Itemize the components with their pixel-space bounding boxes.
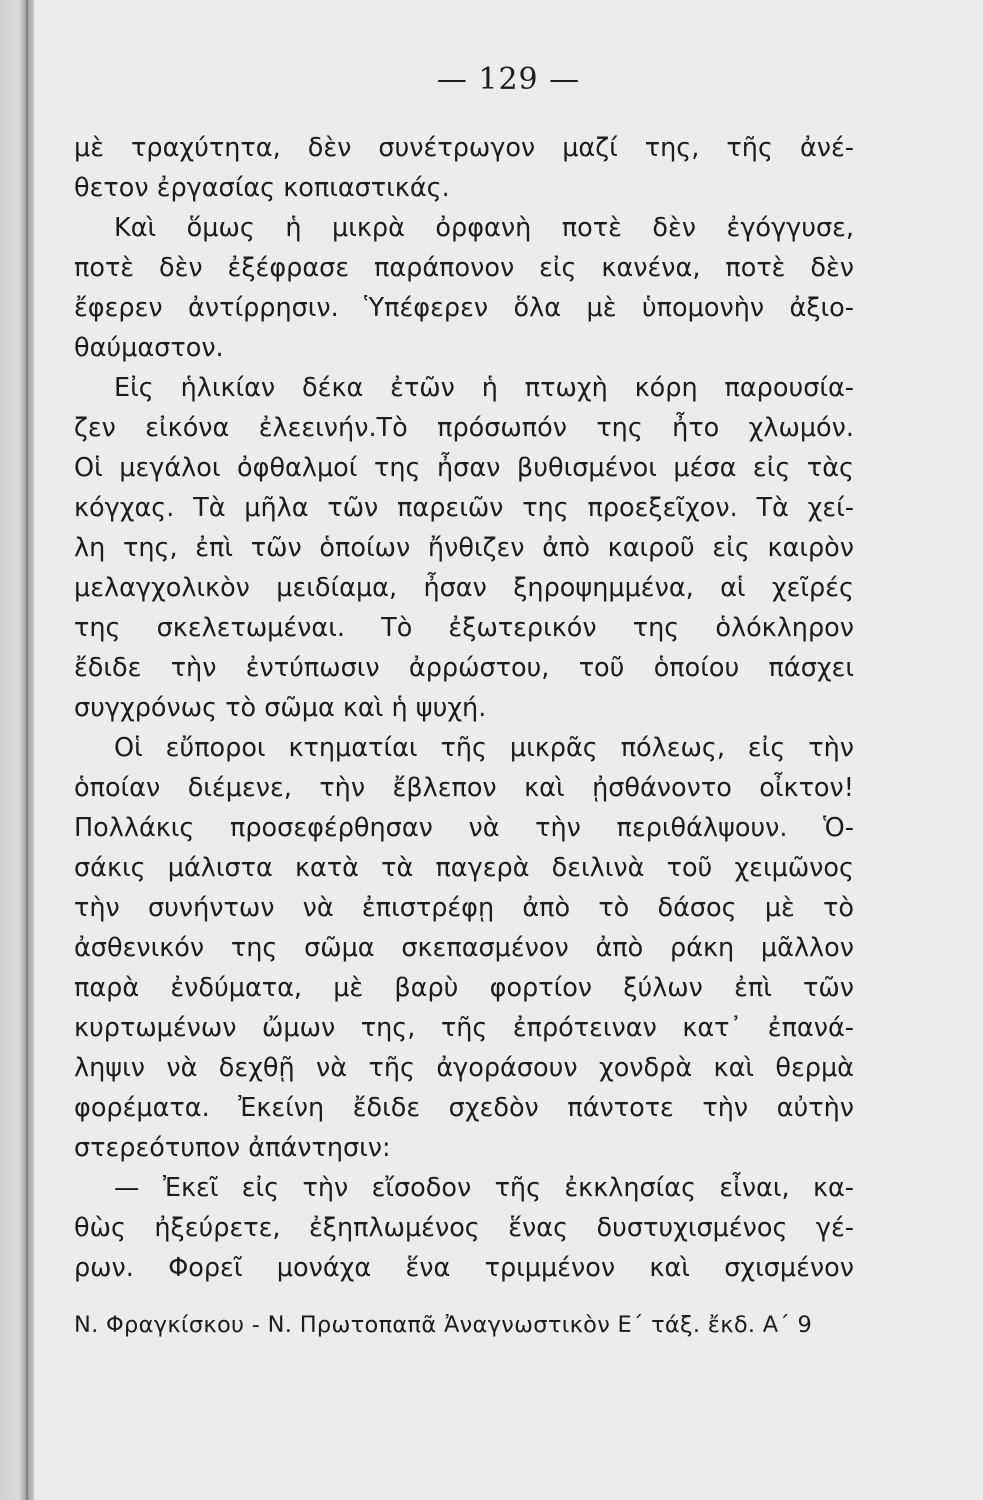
text-line: ἀσθενικόν της σῶμα σκεπασμένον ἀπὸ ράκη μᾶλλον	[74, 933, 854, 963]
text-line: στερεότυπον ἀπάντησιν:	[74, 1133, 391, 1163]
text-line: μελαγχολικὸν μειδίαμα, ἦσαν ξηροψημμένα, αἱ χεῖρές	[74, 573, 854, 603]
text-line: Εἰς ἡλικίαν δέκα ἐτῶν ἡ πτωχὴ κόρη παρουσία-	[114, 373, 854, 403]
text-line: Οἱ μεγάλοι ὀφθαλμοί της ἦσαν βυθισμένοι μέσα εἰς τὰς	[74, 453, 854, 483]
text-line: σάκις μάλιστα κατὰ τὰ παγερὰ δειλινὰ τοῦ χειμῶνος	[74, 853, 854, 883]
text-line: Πολλάκις προσεφέρθησαν νὰ τὴν περιθάλψουν. Ὁ-	[74, 813, 854, 843]
text-line: κόγχας. Τὰ μῆλα τῶν παρειῶν της προεξεῖχον. Τὰ χεί-	[74, 493, 854, 523]
text-line: θαύμαστον.	[74, 333, 224, 363]
text-line: συγχρόνως τὸ σῶμα καὶ ἡ ψυχή.	[74, 693, 487, 723]
text-line: ζεν εἰκόνα ἐλεεινήν.Τὸ πρόσωπόν της ἦτο χλωμόν.	[74, 413, 854, 443]
text-line: ρων. Φορεῖ μονάχα ἕνα τριμμένον καὶ σχισμένον	[74, 1253, 854, 1283]
text-line: ἔφερεν ἀντίρρησιν. Ὑπέφερεν ὅλα μὲ ὑπομονὴν ἀξιο-	[74, 293, 854, 323]
text-line: ἔδιδε τὴν ἐντύπωσιν ἀρρώστου, τοῦ ὁποίου πάσχει	[74, 653, 854, 683]
page-number: — 129 —	[436, 62, 581, 97]
page-body-text	[74, 128, 854, 1288]
text-line: κυρτωμένων ὤμων της, τῆς ἐπρότειναν κατ᾽ ἐπανά-	[74, 1013, 854, 1043]
text-line: θὼς ἠξεύρετε, ἐξηπλωμένος ἕνας δυστυχισμένος γέ-	[74, 1213, 854, 1243]
text-line: Οἱ εὔποροι κτηματίαι τῆς μικρᾶς πόλεως, εἰς τὴν	[114, 733, 854, 763]
text-line: παρὰ ἐνδύματα, μὲ βαρὺ φορτίον ξύλων ἐπὶ τῶν	[74, 973, 854, 1003]
book-spine-edge	[0, 0, 34, 1500]
binding-shadow	[26, 0, 28, 1500]
text-line: λη της, ἐπὶ τῶν ὁποίων ἤνθιζεν ἀπὸ καιροῦ εἰς καιρὸν	[74, 533, 854, 563]
text-line: θετον ἐργασίας κοπιαστικάς.	[74, 173, 450, 203]
text-line: τὴν συνήντων νὰ ἐπιστρέφῃ ἀπὸ τὸ δάσος μὲ τὸ	[74, 893, 854, 923]
text-line: μὲ τραχύτητα, δὲν συνέτρωγον μαζί της, τῆς ἀνέ-	[74, 133, 854, 163]
page-footer-signature: Ν. Φραγκίσκου - Ν. Πρωτοπαπᾶ Ἀναγνωστικὸν Ε΄ τάξ. ἔκδ. Α΄ 9	[74, 1312, 813, 1338]
text-line: Καὶ ὅμως ἡ μικρὰ ὀρφανὴ ποτὲ δὲν ἐγόγγυσε,	[114, 213, 854, 243]
text-line: της σκελετωμέναι. Τὸ ἐξωτερικόν της ὁλόκληρον	[74, 613, 854, 643]
text-line: φορέματα. Ἐκείνη ἔδιδε σχεδὸν πάντοτε τὴν αὐτὴν	[74, 1093, 854, 1123]
text-line: ληψιν νὰ δεχθῇ νὰ τῆς ἀγοράσουν χονδρὰ καὶ θερμὰ	[74, 1053, 854, 1083]
text-line: — Ἐκεῖ εἰς τὴν εἴσοδον τῆς ἐκκλησίας εἶναι, κα-	[114, 1173, 854, 1203]
text-line: ποτὲ δὲν ἐξέφρασε παράπονον εἰς κανένα, ποτὲ δὲν	[74, 253, 854, 283]
text-line: ὁποίαν διέμενε, τὴν ἔβλεπον καὶ ᾐσθάνοντο οἶκτον!	[74, 773, 854, 803]
book-page	[34, 0, 983, 1500]
